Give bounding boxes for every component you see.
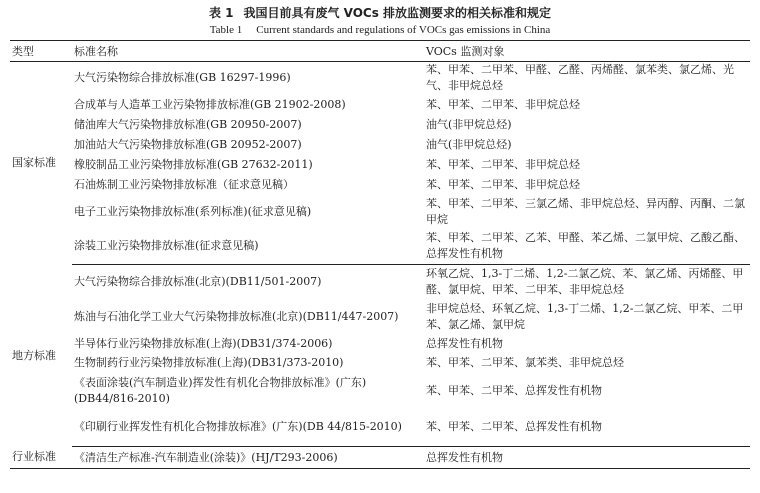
header-standard: 标准名称	[72, 41, 424, 62]
group-national: 国家标准	[12, 156, 56, 170]
table-row	[10, 447, 750, 469]
standard-name: 石油炼制工业污染物排放标准（征求意见稿）	[74, 177, 294, 191]
standards-table	[10, 40, 750, 469]
monitor-target: 油气(非甲烷总烃)	[426, 117, 512, 131]
standard-name: 储油库大气污染物排放标准(GB 20950-2007)	[74, 117, 302, 131]
monitor-target: 苯、甲苯、二甲苯、总挥发性有机物	[426, 383, 602, 397]
table-row	[10, 95, 750, 115]
table-row	[10, 409, 750, 447]
standard-name: 加油站大气污染物排放标准(GB 20952-2007)	[74, 137, 302, 151]
table-title-en	[0, 22, 760, 38]
table-row	[10, 115, 750, 135]
header-type: 类型	[10, 41, 72, 62]
table-row	[10, 229, 750, 265]
standard-name: 炼油与石油化学工业大气污染物排放标准(北京)(DB11/447-2007)	[74, 309, 399, 323]
standard-name: 《表面涂装(汽车制造业)挥发性有机化合物排放标准》(广东)(DB44/816-2010)	[74, 375, 367, 405]
table-row	[10, 155, 750, 175]
standard-name: 大气污染物综合排放标准(北京)(DB11/501-2007)	[74, 274, 322, 288]
monitor-target: 苯、甲苯、二甲苯、非甲烷总烃	[426, 157, 580, 171]
table-caption-cn: 我国目前具有废气 VOCs 排放监测要求的相关标准和规定	[243, 6, 552, 20]
table-row	[10, 135, 750, 155]
table-row	[10, 373, 750, 409]
monitor-target: 总挥发性有机物	[424, 447, 750, 469]
monitor-target: 苯、甲苯、二甲苯、总挥发性有机物	[424, 409, 750, 447]
monitor-target: 苯、甲苯、二甲苯、甲醛、乙醛、丙烯醛、氯苯类、氯乙烯、光气、非甲烷总烃	[426, 63, 734, 93]
standard-name: 电子工业污染物排放标准(系列标准)(征求意见稿)	[74, 204, 312, 218]
group-industry: 行业标准	[10, 447, 72, 469]
standard-name: 《清洁生产标准-汽车制造业(涂装)》(HJ/T293-2006)	[72, 447, 424, 469]
standard-name: 橡胶制品工业污染物排放标准(GB 27632-2011)	[74, 157, 313, 171]
table-number-cn: 表 1	[208, 6, 234, 20]
table-header-row	[10, 41, 750, 62]
table-title-cn	[0, 0, 760, 22]
monitor-target: 苯、甲苯、二甲苯、非甲烷总烃	[426, 97, 580, 111]
standard-name: 涂装工业污染物排放标准(征求意见稿)	[72, 229, 424, 265]
table-number-en: Table 1	[209, 24, 243, 36]
standard-name: 半导体行业污染物排放标准(上海)(DB31/374-2006)	[74, 337, 333, 350]
table-row	[10, 299, 750, 335]
monitor-target: 油气(非甲烷总烃)	[426, 137, 512, 151]
monitor-target: 苯、甲苯、二甲苯、三氯乙烯、非甲烷总烃、异丙醇、丙酮、二氯甲烷	[426, 196, 745, 226]
monitor-target: 苯、甲苯、二甲苯、乙苯、甲醛、苯乙烯、二氯甲烷、乙酸乙酯、总挥发性有机物	[424, 229, 750, 265]
table-row	[10, 195, 750, 229]
monitor-target: 苯、甲苯、二甲苯、氯苯类、非甲烷总烃	[426, 356, 624, 369]
standard-name: 《印刷行业挥发性有机化合物排放标准》(广东)(DB 44/815-2010)	[72, 409, 424, 447]
standard-name: 合成革与人造革工业污染物排放标准(GB 21902-2008)	[74, 97, 346, 111]
monitor-target: 非甲烷总烃、环氧乙烷、1,3-丁二烯、1,2-二氯乙烷、甲苯、二甲苯、氯乙烯、氯甲烷	[426, 301, 744, 331]
standard-name: 生物制药行业污染物排放标准(上海)(DB31/373-2010)	[74, 356, 344, 369]
monitor-target: 苯、甲苯、二甲苯、非甲烷总烃	[426, 177, 580, 191]
table-row	[10, 335, 750, 354]
monitor-target: 总挥发性有机物	[426, 337, 503, 350]
table-caption-en: Current standards and regulations of VOCs gas emissions in China	[256, 24, 551, 36]
table-row	[10, 354, 750, 373]
table-row	[10, 265, 750, 299]
group-local: 地方标准	[12, 348, 56, 362]
monitor-target: 环氧乙烷、1,3-丁二烯、1,2-二氯乙烷、苯、氯乙烯、丙烯醛、甲醛、氯甲烷、甲苯、二甲苯、非甲烷总烃	[426, 266, 744, 296]
header-target: VOCs 监测对象	[424, 41, 750, 62]
table-row	[10, 175, 750, 195]
table-row	[10, 62, 750, 95]
standard-name: 大气污染物综合排放标准(GB 16297-1996)	[74, 71, 291, 85]
